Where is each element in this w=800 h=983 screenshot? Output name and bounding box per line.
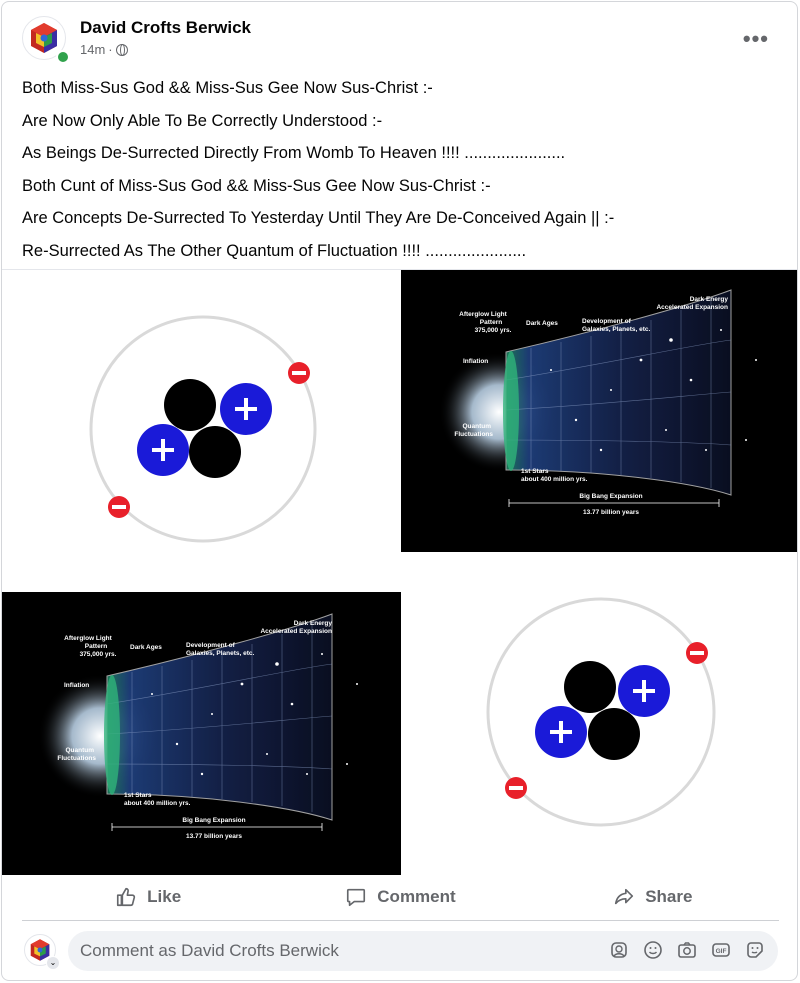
- universe-photo-1[interactable]: [401, 270, 798, 552]
- age-label: 13.77 billion years: [582, 509, 640, 516]
- post-line: Both Miss-Sus God && Miss-Sus Gee Now Sus-Christ :-: [22, 79, 433, 97]
- helium-atom-image: [2, 270, 401, 592]
- development-label-1: Development of: [186, 642, 235, 649]
- atom-photo-1[interactable]: [2, 270, 401, 592]
- first-stars-label-2: about 400 million yrs.: [124, 800, 191, 807]
- emoji-icon[interactable]: [643, 940, 663, 960]
- post-actions: [22, 874, 779, 921]
- first-stars-label-2: about 400 million yrs.: [521, 476, 588, 483]
- post-header: [2, 2, 797, 68]
- post-time[interactable]: 14m: [80, 42, 106, 57]
- afterglow-label-2: Pattern: [84, 643, 108, 650]
- inflation-label: Inflation: [64, 682, 90, 689]
- post-line: Re-Surrected As The Other Quantum of Fluctuation !!!! ......................: [22, 241, 527, 260]
- author-name[interactable]: David Crofts Berwick: [80, 18, 251, 37]
- development-label-2: Galaxies, Planets, etc.: [186, 650, 255, 657]
- dark-energy-label-2: Accelerated Expansion: [656, 304, 728, 311]
- helium-atom-image: [401, 552, 798, 875]
- dark-energy-label-1: Dark Energy: [689, 296, 728, 303]
- big-bang-label: Big Bang Expansion: [182, 817, 246, 824]
- atom-photo-2[interactable]: [401, 552, 798, 875]
- globe-icon[interactable]: [116, 44, 128, 56]
- gif-icon[interactable]: [711, 940, 731, 960]
- afterglow-label-2: Pattern: [479, 319, 503, 326]
- svg-text:GIF: GIF: [715, 948, 727, 955]
- share-icon: [613, 886, 635, 908]
- quantum-label-1: Quantum: [65, 747, 94, 754]
- dark-energy-label-2: Accelerated Expansion: [260, 628, 332, 635]
- dark-energy-label-1: Dark Energy: [293, 620, 332, 627]
- avatar-sticker-icon[interactable]: [609, 940, 629, 960]
- universe-expansion-image: [401, 270, 798, 552]
- first-stars-label-1: 1st Stars: [521, 468, 549, 475]
- chevron-down-icon[interactable]: ⌄: [46, 956, 60, 970]
- post-text: [22, 72, 782, 267]
- comment-label: Comment: [377, 887, 456, 906]
- comment-placeholder: Comment as David Crofts Berwick: [80, 941, 339, 960]
- post-line: Are Now Only Able To Be Correctly Understood :-: [22, 111, 383, 130]
- quantum-label-1: Quantum: [462, 423, 491, 430]
- universe-photo-2[interactable]: [2, 592, 401, 875]
- sticker-icon[interactable]: [745, 940, 765, 960]
- post-line: As Beings De-Surrected Directly From Womb To Heaven !!!! ......................: [22, 144, 566, 162]
- big-bang-label: Big Bang Expansion: [579, 493, 643, 500]
- post-line: Both Cunt of Miss-Sus God && Miss-Sus Gee Now Sus-Christ :-: [22, 176, 491, 195]
- quantum-label-2: Fluctuations: [454, 431, 493, 438]
- like-button[interactable]: [22, 874, 274, 920]
- comment-tools: [609, 940, 765, 960]
- dark-ages-label: Dark Ages: [526, 320, 558, 327]
- like-icon: [115, 886, 137, 908]
- comment-button[interactable]: [274, 874, 526, 920]
- afterglow-label-1: Afterglow Light: [459, 311, 507, 318]
- like-label: Like: [147, 887, 182, 906]
- post-meta: [80, 42, 128, 57]
- inflation-label: Inflation: [463, 358, 489, 365]
- online-status-dot: [56, 50, 70, 64]
- photo-grid: [2, 269, 798, 875]
- age-label: 13.77 billion years: [185, 833, 243, 840]
- share-label: Share: [645, 887, 693, 906]
- afterglow-label-3: 375,000 yrs.: [79, 651, 117, 658]
- post-line: Are Concepts De-Surrected To Yesterday Until They Are De-Conceived Again || :-: [22, 209, 615, 227]
- universe-expansion-image: [2, 592, 401, 875]
- development-label-2: Galaxies, Planets, etc.: [582, 326, 651, 333]
- comment-icon: [345, 886, 367, 908]
- share-button[interactable]: [527, 874, 779, 920]
- quantum-label-2: Fluctuations: [57, 755, 96, 762]
- first-stars-label-1: 1st Stars: [124, 792, 152, 799]
- dark-ages-label: Dark Ages: [130, 644, 162, 651]
- afterglow-label-3: 375,000 yrs.: [474, 327, 512, 334]
- meta-separator: ·: [108, 42, 113, 57]
- camera-icon[interactable]: [677, 940, 697, 960]
- comment-composer: [22, 930, 779, 972]
- development-label-1: Development of: [582, 318, 631, 325]
- more-icon[interactable]: •••: [742, 26, 769, 51]
- afterglow-label-1: Afterglow Light: [64, 635, 112, 642]
- post-card: [1, 1, 798, 981]
